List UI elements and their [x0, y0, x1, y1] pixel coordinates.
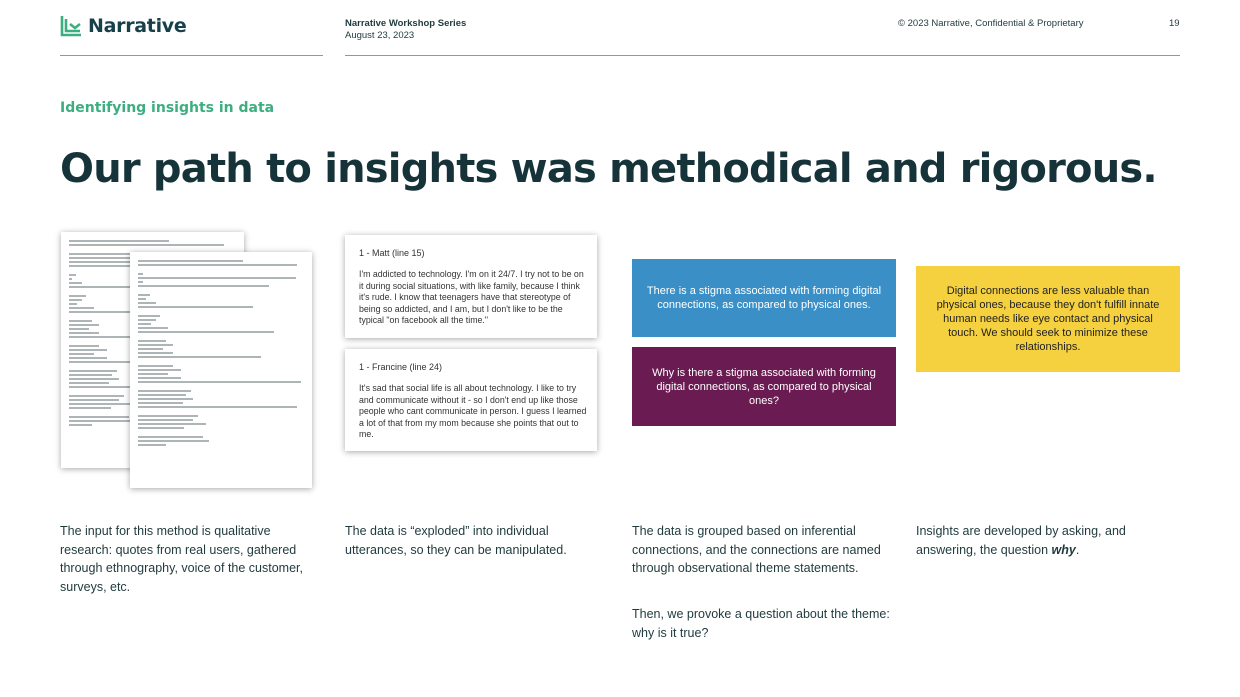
text-line — [138, 331, 274, 333]
text-line — [138, 348, 163, 350]
narrative-logo-icon — [60, 15, 82, 37]
text-line — [138, 427, 184, 429]
copyright-notice: © 2023 Narrative, Confidential & Proprietary — [898, 18, 1084, 29]
quote-text: I'm addicted to technology. I'm on it 24/7. I try not to be on it during social situations, with like family, because I think it's rude. I know that teenagers have that stereotype of being so addicted, and I am, but I don't like to be the typical "on facebook all the time." — [359, 269, 584, 325]
text-line — [69, 274, 76, 276]
theme-statement-box — [632, 259, 896, 337]
header-divider-left — [60, 55, 323, 56]
text-line — [69, 374, 112, 376]
text-line — [69, 424, 92, 426]
logo-text: Narrative — [88, 15, 187, 37]
text-line — [138, 402, 183, 404]
text-line — [138, 281, 143, 283]
text-line — [138, 436, 203, 438]
caption-insights-prefix: Insights are developed by asking, and answering, the question — [916, 524, 1126, 557]
transcript-document-front — [130, 252, 312, 488]
theme-question-text: Why is there a stigma associated with forming digital connections, as compared to physical ones? — [652, 366, 876, 407]
header-divider-right — [345, 55, 1180, 56]
caption-grouped: The data is grouped based on inferential connections, and the connections are named through observational theme statements. — [632, 524, 881, 575]
paragraph-gap — [138, 310, 304, 315]
text-line — [69, 307, 94, 309]
text-line — [138, 394, 186, 396]
text-line — [138, 273, 143, 275]
text-line — [138, 298, 146, 300]
text-line — [138, 264, 297, 266]
text-line — [138, 419, 193, 421]
text-line — [69, 416, 129, 418]
text-line — [69, 320, 92, 322]
text-line — [138, 340, 166, 342]
series-info — [345, 18, 466, 42]
text-line — [138, 327, 168, 329]
text-line — [138, 294, 150, 296]
text-line — [69, 378, 119, 380]
text-line — [69, 282, 82, 284]
text-line — [138, 315, 160, 317]
text-line — [69, 382, 109, 384]
text-line — [138, 423, 206, 425]
text-line — [69, 303, 77, 305]
text-line — [69, 278, 72, 280]
series-title: Narrative Workshop Series — [345, 18, 467, 29]
text-line — [69, 349, 107, 351]
quote-card — [345, 349, 597, 451]
theme-statement-text: There is a stigma associated with forming digital connections, as compared to physical ones. — [646, 285, 882, 311]
text-line — [69, 345, 99, 347]
text-line — [138, 415, 198, 417]
quote-text: It's sad that social life is all about technology. I like to try and communicate without it - so I don't end up like those people who cant communicate in person. I guess I learned a lot of that from my mom because she points that out to me. — [359, 383, 587, 439]
text-line — [69, 420, 136, 422]
text-line — [69, 357, 107, 359]
text-line — [138, 444, 166, 446]
text-line — [138, 381, 301, 383]
text-line — [138, 377, 181, 379]
quote-card — [345, 235, 597, 338]
text-line — [69, 244, 224, 246]
text-line — [138, 365, 173, 367]
text-line — [69, 403, 132, 405]
text-line — [138, 440, 209, 442]
text-line — [69, 332, 99, 334]
caption-provoke: Then, we provoke a question about the theme: why is it true? — [632, 607, 890, 640]
caption-insights-emphasis: why — [1051, 542, 1076, 557]
quote-source: 1 - Matt (line 15) — [359, 248, 425, 258]
text-line — [138, 356, 261, 358]
page-title: Our path to insights was methodical and rigorous. — [60, 146, 1157, 192]
text-line — [138, 306, 253, 308]
text-line — [138, 352, 173, 354]
text-line — [69, 328, 89, 330]
theme-question-box — [632, 347, 896, 426]
caption-insights — [916, 522, 1178, 559]
insight-box — [916, 266, 1180, 372]
narrative-logo — [60, 15, 186, 37]
text-line — [138, 373, 168, 375]
text-line — [69, 240, 169, 242]
text-line — [138, 398, 193, 400]
text-line — [138, 344, 173, 346]
text-line — [69, 399, 119, 401]
text-line — [138, 302, 156, 304]
text-line — [69, 407, 111, 409]
text-line — [69, 295, 86, 297]
text-line — [138, 390, 191, 392]
text-line — [69, 299, 82, 301]
text-line — [138, 323, 151, 325]
insight-text: Digital connections are less valuable than physical ones, because they don't fulfill innate human needs like eye contact and physical touch. We should seek to minimize these relationships. — [936, 285, 1160, 353]
text-line — [138, 406, 297, 408]
text-line — [138, 319, 156, 321]
paragraph-gap — [138, 268, 304, 273]
text-line — [69, 324, 99, 326]
page-number: 19 — [1169, 18, 1180, 29]
caption-exploded: The data is “exploded” into individual utterances, so they can be manipulated. — [345, 524, 567, 557]
text-line — [138, 260, 243, 262]
text-line — [69, 395, 124, 397]
caption-input: The input for this method is qualitative research: quotes from real users, gathered through ethnography, voice of the customer, surveys, etc. — [60, 524, 303, 594]
document-text-lines — [138, 260, 304, 448]
text-line — [138, 285, 269, 287]
text-line — [69, 370, 117, 372]
quote-source: 1 - Francine (line 24) — [359, 362, 443, 372]
series-date: August 23, 2023 — [345, 30, 415, 41]
caption-insights-suffix: . — [1075, 542, 1080, 557]
section-label: Identifying insights in data — [60, 100, 275, 116]
paragraph-gap — [138, 289, 304, 294]
text-line — [138, 369, 181, 371]
text-line — [138, 277, 296, 279]
text-line — [69, 353, 94, 355]
